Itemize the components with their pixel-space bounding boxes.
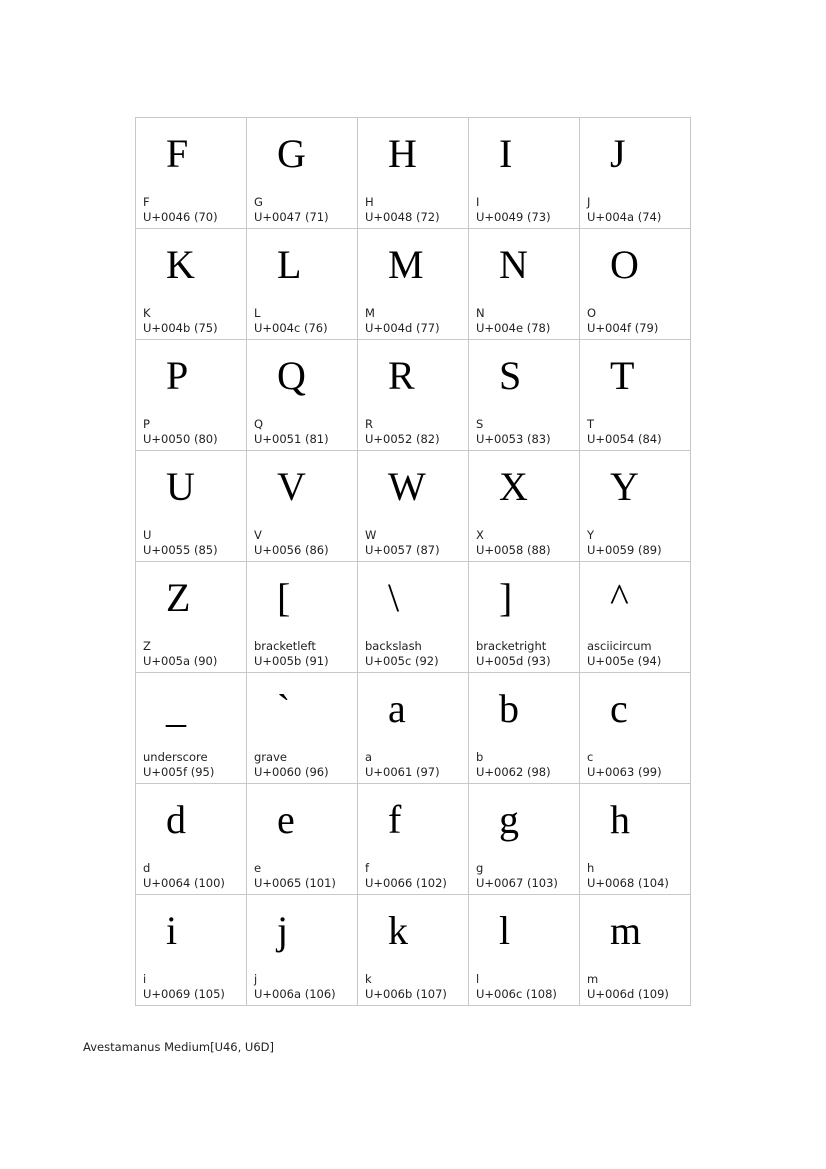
glyph-name: underscore xyxy=(143,750,208,764)
glyph-cell xyxy=(580,229,691,340)
glyph-cell xyxy=(358,895,469,1006)
glyph-cell xyxy=(247,118,358,229)
glyph-cell xyxy=(247,673,358,784)
glyph-cell xyxy=(358,784,469,895)
glyph-sample: N xyxy=(499,242,528,287)
glyph-sample: U xyxy=(166,464,195,509)
glyph-codepoint: U+0058 (88) xyxy=(476,543,551,557)
glyph-cell xyxy=(247,562,358,673)
glyph-grid xyxy=(135,117,691,1006)
glyph-cell xyxy=(469,118,580,229)
glyph-codepoint: U+006c (108) xyxy=(476,987,557,1001)
glyph-name: F xyxy=(143,195,150,209)
glyph-codepoint: U+0062 (98) xyxy=(476,765,551,779)
glyph-codepoint: U+0047 (71) xyxy=(254,210,329,224)
glyph-codepoint: U+004a (74) xyxy=(587,210,662,224)
glyph-codepoint: U+004c (76) xyxy=(254,321,328,335)
glyph-cell xyxy=(136,340,247,451)
glyph-codepoint: U+0061 (97) xyxy=(365,765,440,779)
glyph-name: h xyxy=(587,861,595,875)
glyph-sample: ^ xyxy=(610,575,629,620)
glyph-sample: l xyxy=(499,908,511,953)
glyph-sample: k xyxy=(388,908,408,953)
glyph-name: g xyxy=(476,861,484,875)
glyph-name: f xyxy=(365,861,370,875)
glyph-cell xyxy=(247,895,358,1006)
glyph-cell xyxy=(136,562,247,673)
glyph-name: T xyxy=(587,417,595,431)
glyph-sample: j xyxy=(277,908,289,953)
glyph-name: Q xyxy=(254,417,264,431)
glyph-codepoint: U+0057 (87) xyxy=(365,543,440,557)
glyph-cell xyxy=(136,673,247,784)
glyph-codepoint: U+0065 (101) xyxy=(254,876,336,890)
glyph-name: j xyxy=(254,972,258,986)
glyph-name: U xyxy=(143,528,152,542)
glyph-codepoint: U+0059 (89) xyxy=(587,543,662,557)
glyph-sample: ] xyxy=(499,575,513,620)
glyph-name: l xyxy=(476,972,480,986)
glyph-sample: a xyxy=(388,686,406,731)
glyph-sample: S xyxy=(499,353,522,398)
glyph-sample: I xyxy=(499,131,513,176)
glyph-cell xyxy=(580,895,691,1006)
glyph-codepoint: U+005f (95) xyxy=(143,765,215,779)
glyph-sample: \ xyxy=(388,575,400,620)
glyph-sample: V xyxy=(277,464,306,509)
glyph-cell xyxy=(580,340,691,451)
glyph-codepoint: U+006d (109) xyxy=(587,987,669,1001)
glyph-codepoint: U+004b (75) xyxy=(143,321,218,335)
glyph-sample: Q xyxy=(277,353,306,398)
glyph-name: H xyxy=(365,195,374,209)
glyph-name: asciicircum xyxy=(587,639,652,653)
glyph-name: K xyxy=(143,306,151,320)
glyph-sample: f xyxy=(388,797,402,842)
glyph-cell xyxy=(247,229,358,340)
glyph-sample: H xyxy=(388,131,417,176)
glyph-cell xyxy=(358,673,469,784)
glyph-name: bracketright xyxy=(476,639,547,653)
glyph-cell xyxy=(136,784,247,895)
glyph-codepoint: U+0052 (82) xyxy=(365,432,440,446)
glyph-sample: L xyxy=(277,242,302,287)
glyph-codepoint: U+005a (90) xyxy=(143,654,218,668)
glyph-sample: e xyxy=(277,797,295,842)
glyph-sample: P xyxy=(166,353,189,398)
glyph-sample: Z xyxy=(166,575,191,620)
glyph-codepoint: U+0051 (81) xyxy=(254,432,329,446)
glyph-cell xyxy=(469,451,580,562)
glyph-sample: h xyxy=(610,797,630,842)
glyph-sample: T xyxy=(610,353,635,398)
glyph-cell xyxy=(358,229,469,340)
glyph-name: X xyxy=(476,528,484,542)
glyph-codepoint: U+0054 (84) xyxy=(587,432,662,446)
glyph-name: J xyxy=(587,195,591,209)
glyph-sample: b xyxy=(499,686,519,731)
glyph-name: a xyxy=(365,750,373,764)
glyph-codepoint: U+0056 (86) xyxy=(254,543,329,557)
glyph-name: G xyxy=(254,195,263,209)
glyph-codepoint: U+006a (106) xyxy=(254,987,336,1001)
glyph-cell xyxy=(247,340,358,451)
glyph-codepoint: U+0046 (70) xyxy=(143,210,218,224)
glyph-sample: W xyxy=(388,464,426,509)
glyph-codepoint: U+004d (77) xyxy=(365,321,440,335)
glyph-codepoint: U+0049 (73) xyxy=(476,210,551,224)
glyph-cell xyxy=(469,895,580,1006)
glyph-sample: c xyxy=(610,686,628,731)
glyph-name: P xyxy=(143,417,150,431)
glyph-codepoint: U+0050 (80) xyxy=(143,432,218,446)
glyph-codepoint: U+0053 (83) xyxy=(476,432,551,446)
glyph-cell xyxy=(580,451,691,562)
glyph-cell xyxy=(469,562,580,673)
glyph-name: b xyxy=(476,750,484,764)
glyph-name: V xyxy=(254,528,262,542)
glyph-name: d xyxy=(143,861,151,875)
glyph-cell xyxy=(469,673,580,784)
glyph-cell xyxy=(136,451,247,562)
glyph-name: Z xyxy=(143,639,151,653)
glyph-cell xyxy=(469,229,580,340)
glyph-cell xyxy=(136,229,247,340)
glyph-name: i xyxy=(143,972,147,986)
glyph-name: grave xyxy=(254,750,287,764)
glyph-cell xyxy=(358,451,469,562)
glyph-codepoint: U+005c (92) xyxy=(365,654,439,668)
glyph-sample: i xyxy=(166,908,178,953)
glyph-cell xyxy=(469,784,580,895)
glyph-codepoint: U+006b (107) xyxy=(365,987,447,1001)
glyph-sample: G xyxy=(277,131,306,176)
glyph-name: L xyxy=(254,306,261,320)
glyph-codepoint: U+0048 (72) xyxy=(365,210,440,224)
glyph-sample: O xyxy=(610,242,639,287)
glyph-codepoint: U+004e (78) xyxy=(476,321,551,335)
glyph-codepoint: U+0069 (105) xyxy=(143,987,225,1001)
glyph-sample: R xyxy=(388,353,415,398)
glyph-sample: ` xyxy=(277,686,291,731)
glyph-sample: J xyxy=(610,131,626,176)
glyph-sample: [ xyxy=(277,575,291,620)
page-footer: Avestamanus Medium[U46, U6D] xyxy=(83,1040,275,1054)
glyph-name: e xyxy=(254,861,262,875)
glyph-sample: K xyxy=(166,242,195,287)
glyph-name: M xyxy=(365,306,375,320)
glyph-name: W xyxy=(365,528,377,542)
glyph-codepoint: U+0068 (104) xyxy=(587,876,669,890)
glyph-sample: F xyxy=(166,131,189,176)
glyph-cell xyxy=(358,340,469,451)
glyph-cell xyxy=(580,118,691,229)
glyph-sample: _ xyxy=(166,686,186,731)
glyph-name: R xyxy=(365,417,373,431)
glyph-cell xyxy=(358,118,469,229)
glyph-name: N xyxy=(476,306,485,320)
glyph-name: Y xyxy=(587,528,595,542)
glyph-cell xyxy=(247,451,358,562)
glyph-codepoint: U+0067 (103) xyxy=(476,876,558,890)
glyph-cell xyxy=(136,118,247,229)
glyph-cell xyxy=(580,784,691,895)
glyph-codepoint: U+0055 (85) xyxy=(143,543,218,557)
glyph-cell xyxy=(358,562,469,673)
glyph-sample: m xyxy=(610,908,642,953)
glyph-cell xyxy=(136,895,247,1006)
glyph-name: k xyxy=(365,972,372,986)
glyph-name: m xyxy=(587,972,599,986)
glyph-sample: d xyxy=(166,797,186,842)
glyph-name: I xyxy=(476,195,480,209)
glyph-codepoint: U+0063 (99) xyxy=(587,765,662,779)
glyph-name: S xyxy=(476,417,484,431)
glyph-name: backslash xyxy=(365,639,422,653)
glyph-codepoint: U+0060 (96) xyxy=(254,765,329,779)
glyph-sample: g xyxy=(499,797,519,842)
glyph-codepoint: U+005b (91) xyxy=(254,654,329,668)
glyph-codepoint: U+005d (93) xyxy=(476,654,551,668)
glyph-codepoint: U+0064 (100) xyxy=(143,876,225,890)
glyph-codepoint: U+0066 (102) xyxy=(365,876,447,890)
glyph-name: bracketleft xyxy=(254,639,316,653)
glyph-codepoint: U+005e (94) xyxy=(587,654,662,668)
glyph-codepoint: U+004f (79) xyxy=(587,321,659,335)
glyph-sample: Y xyxy=(610,464,639,509)
glyph-cell xyxy=(580,673,691,784)
glyph-cell xyxy=(580,562,691,673)
glyph-name: O xyxy=(587,306,597,320)
glyph-sample: X xyxy=(499,464,528,509)
glyph-cell xyxy=(469,340,580,451)
glyph-name: c xyxy=(587,750,594,764)
glyph-sample: M xyxy=(388,242,424,287)
glyph-cell xyxy=(247,784,358,895)
